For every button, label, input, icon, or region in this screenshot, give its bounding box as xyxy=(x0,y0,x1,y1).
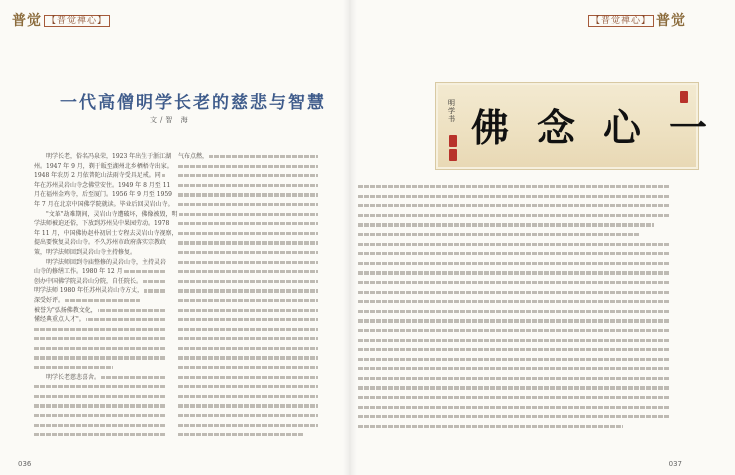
text-line xyxy=(358,364,670,374)
calligraphy-plaque xyxy=(435,82,735,170)
text-line-content: 1948 年农历 2 月依普陀山法雨寺受具足戒。同 xyxy=(34,172,161,180)
text-line-content: 年 11 月，中国佛协赵朴初居士专程去灵岩山寺视察， xyxy=(34,229,178,237)
text-line-content: 年在苏州灵岩山寺念佛堂安住。1949 年 8 月至 11 xyxy=(34,181,171,189)
text-line xyxy=(178,334,318,344)
text-line-fill xyxy=(178,193,318,196)
text-line-fill xyxy=(358,310,670,313)
text-line-fill xyxy=(178,433,304,436)
text-line xyxy=(178,382,318,392)
text-line xyxy=(178,248,318,258)
text-line-content: 明学法师回到寺庙整修的灵岩山寺，主持灵岩 xyxy=(46,258,167,266)
text-line-fill xyxy=(34,385,166,388)
text-line-fill xyxy=(178,404,318,407)
text-line-fill xyxy=(358,233,639,236)
text-line xyxy=(178,277,318,287)
text-line xyxy=(358,336,670,346)
text-line-fill xyxy=(34,337,166,340)
text-line xyxy=(178,258,318,268)
text-line xyxy=(178,190,318,200)
calligraphy-text: 佛念心一 xyxy=(471,105,735,150)
text-line-content: 月在福州金鸡寺，后至厦门。1956 年 9 月至 1959 xyxy=(34,191,172,199)
text-line-fill xyxy=(34,366,113,369)
text-line-fill xyxy=(358,252,670,255)
text-line xyxy=(358,182,670,192)
text-line xyxy=(358,316,670,326)
text-line-fill xyxy=(358,339,670,342)
text-line-content: 创办中国佛学院灵岩山分院，自任院长。 xyxy=(34,277,143,285)
text-line xyxy=(358,230,670,240)
text-line-fill xyxy=(178,203,318,206)
article-title: 一代高僧明学长老的慈悲与智慧 xyxy=(60,93,326,113)
text-line xyxy=(178,229,318,239)
text-line-fill xyxy=(358,214,670,217)
text-line-fill xyxy=(178,174,318,177)
body-column-1 xyxy=(34,152,178,440)
text-line xyxy=(34,248,166,258)
text-line-fill xyxy=(178,385,318,388)
text-line xyxy=(34,229,178,239)
text-line-fill xyxy=(178,165,318,168)
text-line xyxy=(178,267,318,277)
text-line-fill xyxy=(178,251,318,254)
text-line xyxy=(178,401,318,411)
text-line xyxy=(178,210,318,220)
text-line-fill xyxy=(178,424,318,427)
text-line xyxy=(358,211,670,221)
text-line-fill xyxy=(34,404,166,407)
text-line-fill xyxy=(358,204,670,207)
text-line xyxy=(178,344,318,354)
text-line xyxy=(358,307,670,317)
text-line-fill xyxy=(178,356,318,359)
text-line-fill xyxy=(178,280,318,283)
text-line-fill xyxy=(178,318,318,321)
text-line xyxy=(34,238,166,248)
text-line xyxy=(178,171,318,181)
text-line-fill xyxy=(358,223,654,226)
text-line xyxy=(358,374,670,384)
text-line-fill xyxy=(358,396,670,399)
text-line xyxy=(358,249,670,259)
text-line xyxy=(358,268,670,278)
text-line xyxy=(178,162,318,172)
brand-header-right xyxy=(586,10,686,30)
text-line xyxy=(34,334,166,344)
text-line xyxy=(34,363,166,373)
text-line-content: 被誉为"弘扬佛教文化， xyxy=(34,306,97,314)
body-column-3 xyxy=(358,182,670,431)
text-line-fill xyxy=(178,309,318,312)
text-line-fill xyxy=(358,377,670,380)
left-page xyxy=(0,0,350,475)
text-line-fill xyxy=(358,319,670,322)
text-line xyxy=(34,210,178,220)
text-line xyxy=(34,344,166,354)
text-line-fill xyxy=(358,415,670,418)
text-line xyxy=(34,152,172,162)
text-line-content: 山寺的修缮工作。1980 年 12 月 xyxy=(34,268,123,276)
brand-name: 普觉 xyxy=(12,13,42,29)
text-line xyxy=(178,306,318,316)
text-line xyxy=(34,277,166,287)
text-line-fill xyxy=(358,300,670,303)
right-page xyxy=(350,0,735,475)
page-number-left: 036 xyxy=(18,460,32,468)
text-line xyxy=(178,315,318,325)
text-line-fill xyxy=(358,185,670,188)
text-line xyxy=(34,267,166,277)
text-line xyxy=(34,258,166,268)
text-line xyxy=(178,152,318,162)
text-line-content: 明学长老，俗名冯泉荣，1923 年出生于浙江湖 xyxy=(46,153,172,160)
text-line xyxy=(34,430,166,440)
text-line-fill xyxy=(178,261,318,264)
text-line xyxy=(34,219,170,229)
text-line xyxy=(178,373,318,383)
text-line-fill xyxy=(178,222,318,225)
text-line-fill xyxy=(34,347,166,350)
text-line-fill xyxy=(34,424,166,427)
text-line-fill xyxy=(178,232,318,235)
text-line-fill xyxy=(178,395,318,398)
text-line xyxy=(358,201,670,211)
text-line-fill xyxy=(358,367,670,370)
text-line-content: 明学长老慈悲喜舍。 xyxy=(46,373,101,381)
text-line xyxy=(34,315,166,325)
text-line-fill xyxy=(358,271,670,274)
article-byline: 文/智 海 xyxy=(150,116,191,124)
text-line xyxy=(178,286,318,296)
text-line xyxy=(34,353,166,363)
brand-name: 普觉 xyxy=(656,13,686,29)
text-line-fill xyxy=(358,281,670,284)
text-line xyxy=(34,421,166,431)
text-line xyxy=(358,412,670,422)
text-line xyxy=(34,181,171,191)
text-line-fill xyxy=(178,270,318,273)
text-line-content: 气布点燃， xyxy=(178,153,209,160)
text-line-content: 提出要恢复灵岩山寺。不久苏州市政府落实宗教政 xyxy=(34,239,167,247)
text-line-fill xyxy=(358,425,623,428)
text-line-fill xyxy=(178,328,318,331)
text-line-fill xyxy=(178,414,318,417)
text-line-content: 年 7 月在北京中国佛学院就读。毕业后回灵岩山寺。 xyxy=(34,200,174,208)
text-line-fill xyxy=(178,184,318,187)
text-line-fill xyxy=(178,366,318,369)
text-line-fill xyxy=(34,356,166,359)
text-line-content: 州。1947 年 9 月，剃于皈至湖州北乡栖梧寺出家。 xyxy=(34,162,173,170)
text-line-fill xyxy=(178,213,318,216)
text-line-fill xyxy=(358,386,670,389)
text-line xyxy=(34,411,166,421)
text-line xyxy=(358,422,670,432)
text-line-content: 学法师被迫还俗，下放到苏州吴中果园劳动。1978 xyxy=(34,220,170,228)
text-line xyxy=(178,200,318,210)
text-line-fill xyxy=(358,358,670,361)
text-line xyxy=(34,401,166,411)
text-line-fill xyxy=(358,291,670,294)
text-line-fill xyxy=(178,337,318,340)
text-line xyxy=(358,403,670,413)
text-line-content: "文革"劫难期间，灵岩山寺遭破坏，佛像被毁，明 xyxy=(46,210,178,218)
text-line-fill xyxy=(178,241,318,244)
text-line-content: 懂经典重点人才"。 xyxy=(34,316,85,324)
text-line xyxy=(34,373,166,383)
text-line xyxy=(358,393,670,403)
text-line-fill xyxy=(34,328,166,331)
text-line xyxy=(358,220,670,230)
text-line-fill xyxy=(358,348,670,351)
text-line-fill xyxy=(358,406,670,409)
text-line xyxy=(34,286,166,296)
text-line-content: 深受好评。 xyxy=(34,296,65,304)
text-line xyxy=(34,200,174,210)
text-line xyxy=(34,325,166,335)
text-line xyxy=(34,392,166,402)
text-line xyxy=(178,363,318,373)
text-line xyxy=(34,296,166,306)
text-line-fill xyxy=(358,262,670,265)
text-line xyxy=(178,430,318,440)
text-line-fill xyxy=(34,433,166,436)
text-line xyxy=(178,421,318,431)
text-line-fill xyxy=(178,299,318,302)
text-line xyxy=(178,353,318,363)
text-line-content: 明学法师 1980 年任苏州灵岩山寺方丈， xyxy=(34,287,144,295)
text-line-fill xyxy=(358,195,670,198)
text-line xyxy=(34,190,172,200)
text-line xyxy=(358,326,670,336)
section-tag: 【普觉禅心】 xyxy=(588,15,654,27)
text-line xyxy=(358,259,670,269)
text-line-content: 策，明学法师回到灵岩山寺主持修复。 xyxy=(34,248,137,256)
text-line-fill xyxy=(178,289,318,292)
text-line xyxy=(178,411,318,421)
red-seal-stamp xyxy=(449,135,457,147)
body-column-2 xyxy=(178,152,318,440)
text-line-fill xyxy=(178,376,318,379)
text-line-fill xyxy=(34,414,166,417)
text-line xyxy=(178,392,318,402)
text-line xyxy=(358,192,670,202)
text-line xyxy=(34,171,166,181)
text-line xyxy=(358,383,670,393)
text-line xyxy=(178,219,318,229)
page-number-right: 037 xyxy=(668,460,682,468)
text-line-fill xyxy=(358,243,670,246)
text-line xyxy=(178,325,318,335)
text-line xyxy=(358,355,670,365)
text-line-fill xyxy=(34,395,166,398)
text-line xyxy=(178,238,318,248)
red-seal-stamp xyxy=(449,149,457,161)
text-line xyxy=(358,297,670,307)
text-line xyxy=(358,278,670,288)
section-tag: 【普觉禅心】 xyxy=(44,15,110,27)
text-line xyxy=(358,288,670,298)
text-line xyxy=(358,240,670,250)
text-line-fill xyxy=(178,347,318,350)
text-line xyxy=(178,181,318,191)
text-line xyxy=(34,306,166,316)
text-line xyxy=(34,382,166,392)
calligraphy-signature: 明学书 xyxy=(448,99,455,123)
text-line xyxy=(178,296,318,306)
text-line xyxy=(34,162,173,172)
brand-header-left xyxy=(12,10,112,30)
text-line xyxy=(358,345,670,355)
text-line-fill xyxy=(358,329,670,332)
